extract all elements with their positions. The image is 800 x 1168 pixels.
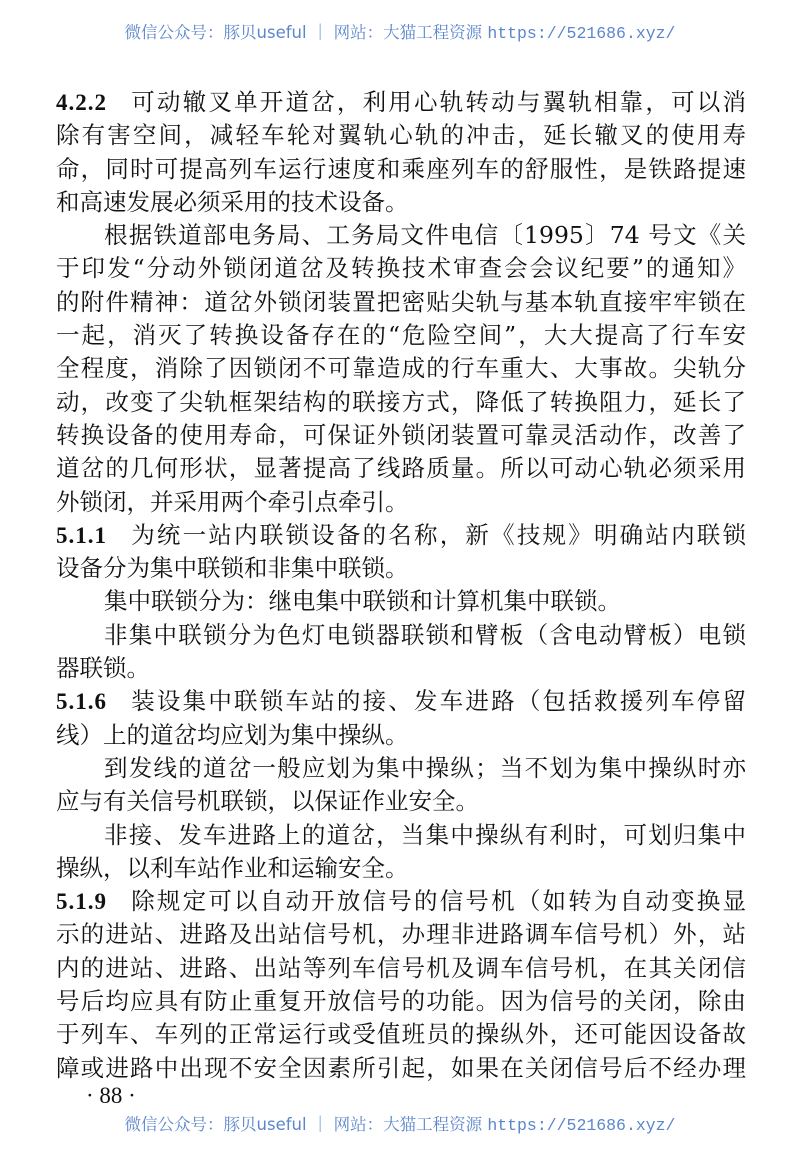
line-text: 全程度，消除了因锁闭不可靠造成的行车重大、大事故。尖轨分	[56, 354, 746, 383]
section-number: 5.1.9	[56, 889, 107, 915]
page-number: · 88 ·	[86, 1083, 136, 1108]
text-line	[56, 619, 746, 652]
line-text: 设备分为集中联锁和非集中联锁。	[56, 554, 409, 583]
line-text: 操纵，以利车站作业和运输安全。	[56, 853, 409, 882]
text-line	[56, 352, 746, 385]
section-number: 4.2.2	[56, 90, 107, 115]
text-line	[56, 319, 746, 352]
section-paragraph	[56, 885, 746, 1085]
text-line	[56, 752, 746, 785]
line-text: 障或进路中出现不安全因素所引起，如果在关闭信号后不经办理	[56, 1053, 746, 1082]
line-text: 非集中联锁分为色灯电锁器联锁和臂板（含电动臂板）电锁	[104, 620, 746, 649]
text-line	[56, 918, 746, 951]
text-line	[56, 286, 746, 319]
text-line	[56, 386, 746, 419]
text-line	[56, 852, 746, 885]
line-text: 到发线的道岔一般应划为集中操纵；当不划为集中操纵时亦	[104, 753, 746, 782]
text-line	[56, 585, 746, 618]
section-number: 5.1.6	[56, 689, 107, 715]
line-text: 道岔的几何形状，显著提高了线路质量。所以可动心轨必须采用	[56, 454, 746, 483]
section-paragraph	[56, 86, 746, 219]
text-line	[56, 86, 746, 119]
line-text: 装设集中联锁车站的接、发车进路（包括救援列车停留	[129, 687, 746, 716]
text-line	[56, 419, 746, 452]
text-line	[56, 685, 746, 718]
text-line	[56, 252, 746, 285]
section-paragraph	[56, 685, 746, 752]
watermark-header	[0, 22, 800, 44]
watermark-text: 微信公众号：豚贝useful ｜ 网站：大猫工程资源	[124, 23, 488, 42]
line-text: 除有害空间，减轻车轮对翼轨心轨的冲击，延长辙叉的使用寿	[56, 121, 746, 150]
line-text: 示的进站、进路及出站信号机，办理非进路调车信号机）外，站	[56, 920, 746, 949]
section-number: 5.1.1	[56, 522, 107, 548]
paragraph	[56, 585, 746, 618]
line-text: 命，同时可提高列车运行速度和乘座列车的舒服性，是铁路提速	[56, 154, 746, 183]
text-line	[56, 819, 746, 852]
line-text: 应与有关信号机联锁，以保证作业安全。	[56, 787, 479, 816]
line-text: 转换设备的使用寿命，可保证外锁闭装置可靠灵活动作，改善了	[56, 420, 746, 449]
watermark-url: https://521686.xyz/	[487, 24, 676, 43]
line-text: 于印发“分动外锁闭道岔及转换技术审查会会议纪要”的通知》	[56, 254, 746, 283]
watermark-text: 微信公众号：豚贝useful ｜ 网站：大猫工程资源	[124, 1115, 488, 1134]
text-line	[56, 952, 746, 985]
text-line	[56, 1052, 746, 1085]
line-text: 器联锁。	[56, 654, 150, 683]
line-text: 为统一站内联锁设备的名称，新《技规》明确站内联锁	[129, 520, 746, 549]
line-text: 线）上的道岔均应划为集中操纵。	[56, 720, 409, 749]
line-text: 于列车、车列的正常运行或受值班员的操纵外，还可能因设备故	[56, 1020, 746, 1049]
text-line	[56, 486, 746, 519]
text-line	[56, 186, 746, 219]
text-line	[56, 985, 746, 1018]
watermark-url: https://521686.xyz/	[487, 1116, 676, 1135]
line-text: 根据铁道部电务局、工务局文件电信〔1995〕74 号文《关	[104, 221, 746, 250]
line-text: 一起，消灭了转换设备存在的“危险空间”，大大提高了行车安	[56, 321, 746, 350]
line-text: 和高速发展必须采用的技术设备。	[56, 187, 409, 216]
line-text: 除规定可以自动开放信号的信号机（如转为自动变换显	[129, 887, 746, 916]
paragraph	[56, 752, 746, 819]
line-text: 外锁闭，并采用两个牵引点牵引。	[56, 487, 409, 516]
text-line	[56, 652, 746, 685]
text-line	[56, 452, 746, 485]
line-text: 内的进站、进路、出站等列车信号机及调车信号机，在其关闭信	[56, 953, 746, 982]
line-text: 动，改变了尖轨框架结构的联接方式，降低了转换阻力，延长了	[56, 387, 746, 416]
line-text: 可动辙叉单开道岔，利用心轨转动与翼轨相靠，可以消	[129, 88, 746, 116]
watermark-footer	[0, 1114, 800, 1136]
line-text: 号后均应具有防止重复开放信号的功能。因为信号的关闭，除由	[56, 987, 746, 1016]
text-line	[56, 153, 746, 186]
text-line	[56, 785, 746, 818]
text-line	[56, 519, 746, 552]
text-line	[56, 119, 746, 152]
section-paragraph	[56, 519, 746, 586]
text-line	[56, 719, 746, 752]
paragraph	[56, 819, 746, 886]
text-line	[56, 219, 746, 252]
line-text: 集中联锁分为：继电集中联锁和计算机集中联锁。	[104, 587, 621, 616]
paragraph	[56, 219, 746, 519]
document-body	[56, 86, 746, 1085]
text-line	[56, 1018, 746, 1051]
line-text: 非接、发车进路上的道岔，当集中操纵有利时，可划归集中	[104, 820, 746, 849]
text-line	[56, 885, 746, 918]
line-text: 的附件精神：道岔外锁闭装置把密贴尖轨与基本轨直接牢牢锁在	[56, 287, 746, 316]
text-line	[56, 552, 746, 585]
paragraph	[56, 619, 746, 686]
